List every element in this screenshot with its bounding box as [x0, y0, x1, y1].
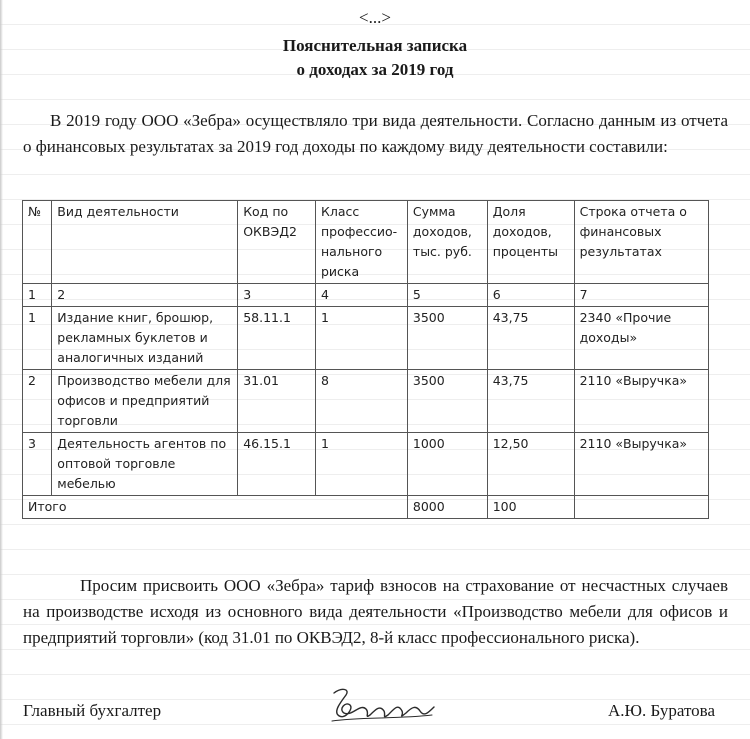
column-number: 6 — [487, 284, 574, 307]
table-cell: 8 — [315, 370, 407, 433]
handwritten-signature — [328, 685, 438, 729]
signature-row — [23, 701, 715, 727]
column-number-row — [23, 284, 709, 307]
table-cell: Издание книг, брошюр, рекламных буклетов и аналогичных изданий — [52, 307, 238, 370]
table-cell: 1000 — [407, 433, 487, 496]
table-cell: 3500 — [407, 370, 487, 433]
income-table — [22, 200, 709, 519]
table-cell: 1 — [23, 307, 52, 370]
table-cell: 2110 «Выручка» — [574, 433, 708, 496]
table-header-row — [23, 201, 709, 284]
column-number: 2 — [52, 284, 238, 307]
total-label: Итого — [23, 496, 408, 519]
table-cell: 3 — [23, 433, 52, 496]
header-cell: № — [23, 201, 52, 284]
header-cell: Доля доходов, проценты — [487, 201, 574, 284]
document-title — [0, 34, 750, 82]
table-cell: 12,50 — [487, 433, 574, 496]
table-cell: 43,75 — [487, 307, 574, 370]
total-share: 100 — [487, 496, 574, 519]
table-cell: 46.15.1 — [238, 433, 316, 496]
table-cell: 1 — [315, 307, 407, 370]
table-cell: 2 — [23, 370, 52, 433]
header-cell: Вид деятельности — [52, 201, 238, 284]
signer-name: А.Ю. Буратова — [608, 701, 715, 720]
table-cell: 43,75 — [487, 370, 574, 433]
column-number: 3 — [238, 284, 316, 307]
table-cell: 2110 «Выручка» — [574, 370, 708, 433]
table-row — [23, 370, 709, 433]
table-row — [23, 433, 709, 496]
table-cell: 31.01 — [238, 370, 316, 433]
column-number: 4 — [315, 284, 407, 307]
title-line-2: о доходах за 2019 год — [296, 60, 454, 79]
column-number: 7 — [574, 284, 708, 307]
header-cell: Строка отчета о финансовых результатах — [574, 201, 708, 284]
table-cell: Производство мебели для офисов и предприятий торговли — [52, 370, 238, 433]
table-cell: 3500 — [407, 307, 487, 370]
table-row — [23, 307, 709, 370]
intro-paragraph: В 2019 году ООО «Зебра» осуществляло три вида деятельности. Согласно данным из отчета о финансовых результатах за 2019 год доходы по каждому виду деятельности составили: — [23, 111, 728, 156]
header-cell: Класс профессионального риска — [315, 201, 407, 284]
signer-role: Главный бухгалтер — [23, 701, 162, 720]
table-cell: 2340 «Прочие доходы» — [574, 307, 708, 370]
header-cell: Сумма доходов, тыс. руб. — [407, 201, 487, 284]
total-empty-cell — [574, 496, 708, 519]
omission-marker: <...> — [359, 8, 391, 27]
request-paragraph: Просим присвоить ООО «Зебра» тариф взносов на страхование от несчастных случаев на производстве исходя из основного вида деятельности «Производство мебели для офисов и предприятий торговли» (код 31.01 по ОКВЭД2, 8-й класс профессионального риска). — [23, 576, 728, 647]
table-cell: 1 — [315, 433, 407, 496]
table-total-row — [23, 496, 709, 519]
total-sum: 8000 — [407, 496, 487, 519]
header-cell: Код по ОКВЭД2 — [238, 201, 316, 284]
table-cell: 58.11.1 — [238, 307, 316, 370]
column-number: 5 — [407, 284, 487, 307]
column-number: 1 — [23, 284, 52, 307]
title-line-1: Пояснительная записка — [282, 36, 468, 55]
table-cell: Деятельность агентов по оптовой торговле мебелью — [52, 433, 238, 496]
